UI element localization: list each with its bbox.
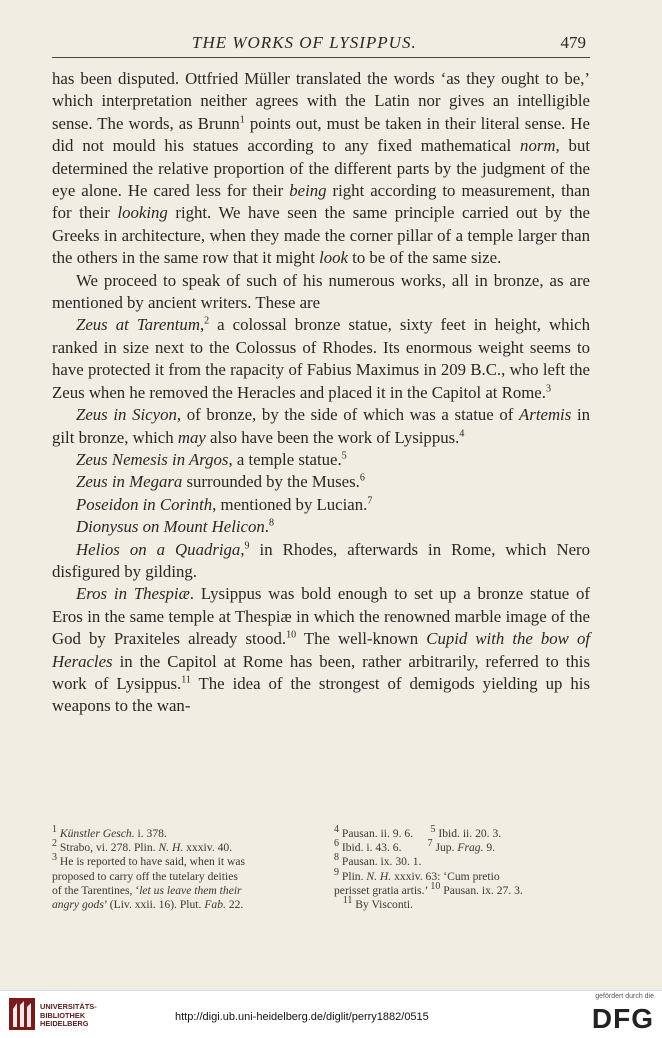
footnotes-left-column bbox=[52, 824, 320, 912]
italic-span: let us leave them their bbox=[139, 883, 242, 897]
paragraph: has been disputed. Ottfried Müller translated the words ‘as they ought to be,’ which interpretation neither agrees with the Latin nor gives an intelligible sense. The words, as Brunn$^1$ points out, must be taken in their literal sense. He did not mould his statues according to any fixed mathematical norm, but determined the relative proportion of the different parts by the judgment of the eye alone. He cared less for their being right according to measurement, than for their looking right. We have seen the same principle carried out by the Greeks in architecture, when they made the corner pillar of a temple larger than the others in the same row that it might look to be of the same size. bbox=[52, 69, 590, 268]
library-name-line: UNIVERSITÄTS- bbox=[40, 1002, 97, 1011]
footnote-line: $^8$ Pausan. ix. 30. 1. bbox=[334, 852, 422, 869]
library-logo bbox=[8, 997, 128, 1033]
library-name bbox=[40, 1003, 97, 1029]
paragraph: Eros in Thespiæ. Lysippus was bold enough to set up a bronze statue of Eros in the same temple at Thespiæ in which the renowned marble image of the God by Praxiteles already stood.$^{10}$ The well-known Cupid with the bow of Heracles in the Capitol at Rome has been, rather arbitrarily, referred to this work of Lysippus.$^{11}$ The idea of the strongest of demigods yielding up his weapons to the wan- bbox=[52, 584, 590, 716]
university-seal-icon bbox=[8, 997, 36, 1031]
italic-span: Zeus in Sicyon bbox=[76, 405, 177, 425]
italic-span: Frag. bbox=[457, 841, 484, 855]
italic-span: Dionysus on Mount Helicon bbox=[76, 517, 265, 537]
italic-span: being bbox=[289, 181, 327, 201]
dfg-wordmark: DFG bbox=[591, 1003, 654, 1034]
footnote-ref: 1 bbox=[239, 114, 245, 126]
paragraph: Zeus in Sicyon, of bronze, by the side of which was a statue of Artemis in gilt bronze, which may also have been the work of Lysippus.$^4$ bbox=[52, 405, 591, 447]
digitization-footer bbox=[0, 990, 662, 1038]
italic-span: looking bbox=[117, 203, 168, 223]
paragraph: Helios on a Quadriga,$^9$ in Rhodes, afterwards in Rome, which Nero disfigured by gilding. bbox=[52, 539, 590, 581]
paragraph: Poseidon in Corinth, mentioned by Lucian.$^7$ bbox=[76, 494, 373, 514]
italic-span: Helios on a Quadriga bbox=[76, 539, 241, 559]
footnote-ref: 6 bbox=[359, 472, 365, 484]
italic-span: Fab. bbox=[204, 898, 226, 912]
italic-span: look bbox=[319, 248, 348, 268]
footnote-line: proposed to carry off the tutelary deities bbox=[52, 869, 238, 883]
footnote-line: $^9$ Plin. N. H. xxxiv. 63: ‘Cum pretio bbox=[334, 866, 500, 883]
paragraph: Zeus at Tarentum,$^2$ a colossal bronze statue, sixty feet in height, which ranked in size next to the Colossus of Rhodes. Its enormous weight seems to have protected it from the rapacity of Fabius Maximus in 209 B.C., who left the Zeus when he removed the Heracles and placed it in the Capitol at Rome.$^3$ bbox=[52, 315, 590, 402]
funder-caption: gefördert durch die bbox=[595, 993, 654, 1000]
running-title: THE WORKS OF LYSIPPUS. bbox=[192, 33, 417, 52]
footnote-ref: 3 bbox=[52, 852, 57, 864]
italic-span: Eros in Thespiæ bbox=[76, 584, 190, 604]
paragraph: Zeus Nemesis in Argos, a temple statue.$^5$ bbox=[76, 449, 347, 469]
library-name-line: BIBLIOTHEK bbox=[40, 1010, 86, 1020]
italic-span: angry gods bbox=[52, 898, 104, 912]
italic-span: N. H. bbox=[158, 841, 184, 855]
permalink-url[interactable]: http://digi.ub.uni-heidelberg.de/diglit/perry1882/0515 bbox=[175, 1011, 429, 1023]
footnote-ref: 2 bbox=[204, 315, 210, 327]
italic-span: Artemis bbox=[519, 405, 572, 425]
footnote-line: angry gods’ (Liv. xxii. 16). Plut. Fab. 22. bbox=[52, 898, 244, 912]
italic-span: Zeus at Tarentum bbox=[76, 315, 200, 335]
footnote-ref: 7 bbox=[427, 838, 433, 850]
paragraph: Zeus in Megara surrounded by the Muses.$^6$ bbox=[76, 472, 365, 492]
footnote-line: perisset gratia artis.’ $^{10}$ Pausan. ix. 27. 3. bbox=[334, 880, 523, 897]
italic-span: Zeus in Megara bbox=[76, 472, 183, 492]
footnote-ref: 5 bbox=[341, 450, 347, 462]
footnote-line: $^1$ Künstler Gesch. i. 378. bbox=[52, 824, 167, 840]
italic-span: N. H. bbox=[366, 869, 392, 883]
body-text bbox=[52, 68, 590, 718]
dfg-logo bbox=[592, 993, 654, 1035]
footnote-ref: 4 bbox=[334, 824, 339, 836]
italic-span: norm bbox=[520, 136, 556, 156]
footnote-ref: 8 bbox=[334, 852, 339, 864]
page-number: 479 bbox=[560, 33, 586, 52]
footnote-line: $^3$ He is reported to have said, when it was bbox=[52, 852, 246, 869]
footnotes-right-column bbox=[334, 824, 590, 912]
footnote-ref: 10 bbox=[430, 880, 441, 892]
footnote-ref: 9 bbox=[334, 866, 339, 878]
paragraph: Dionysus on Mount Helicon.$^8$ bbox=[76, 517, 274, 537]
footnote-line: $^4$ Pausan. ii. 9. 6. $^5$ Ibid. ii. 20. 3. bbox=[334, 824, 502, 840]
footnote-line: of the Tarentines, ‘let us leave them their bbox=[52, 883, 242, 897]
italic-span: Zeus Nemesis in Argos bbox=[76, 449, 229, 469]
italic-span: Künstler Gesch. bbox=[59, 827, 135, 840]
footnote-ref: 11 bbox=[181, 674, 191, 686]
library-name-line: HEIDELBERG bbox=[40, 1019, 89, 1029]
footnote-ref: 2 bbox=[52, 838, 57, 850]
footnote-ref: 1 bbox=[52, 824, 57, 836]
footnote-ref: 3 bbox=[545, 383, 551, 395]
italic-span: Poseidon in Corinth bbox=[76, 494, 213, 514]
running-header bbox=[52, 33, 590, 55]
footnote-ref: 7 bbox=[367, 495, 373, 507]
italic-span: Cupid with the bow of Heracles bbox=[52, 629, 590, 671]
italic-span: may bbox=[177, 427, 206, 447]
footnote-ref: 8 bbox=[268, 517, 274, 529]
footnote-ref: 11 bbox=[342, 895, 353, 907]
footnote-line: $^{11}$ By Visconti. bbox=[342, 895, 413, 912]
footnote-ref: 4 bbox=[459, 427, 465, 439]
footnote-ref: 9 bbox=[244, 539, 250, 551]
footnote-ref: 5 bbox=[430, 824, 436, 836]
footnote-ref: 10 bbox=[286, 629, 297, 641]
footnote-ref: 6 bbox=[334, 838, 339, 850]
footnote-line: $^2$ Strabo, vi. 278. Plin. N. H. xxxiv. 40. bbox=[52, 838, 233, 855]
header-rule bbox=[52, 57, 590, 58]
footnote-line: $^6$ Ibid. i. 43. 6. $^7$ Jup. Frag. 9. bbox=[334, 838, 496, 855]
paragraph: We proceed to speak of such of his numerous works, all in bronze, as are mentioned by ancient writers. These are bbox=[52, 270, 590, 313]
